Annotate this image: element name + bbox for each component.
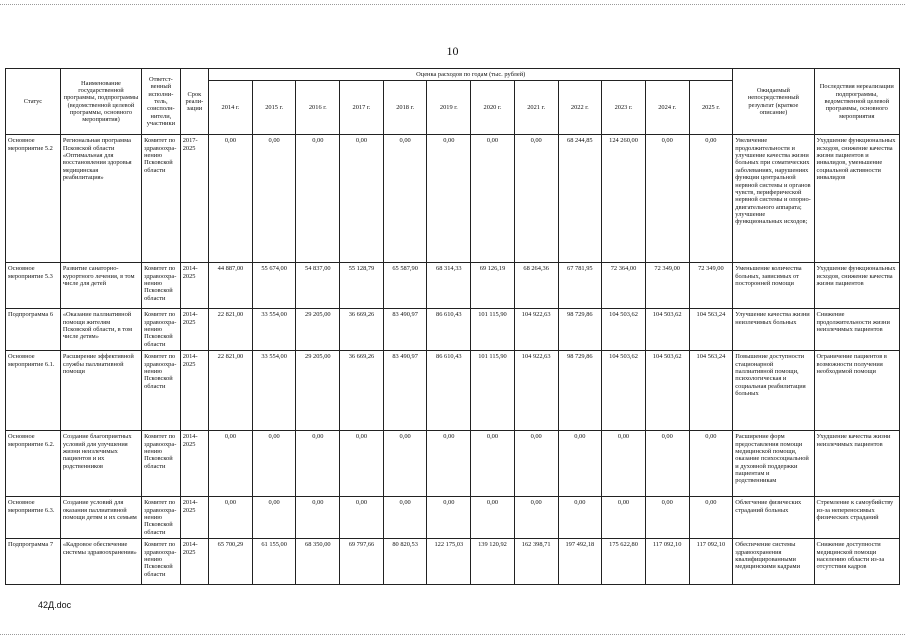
cell-expense-value: 68 244,85	[558, 135, 602, 263]
header-program: Наименование государственной программы, подпрограммы (ведомственной целевой программы, основного мероприятия)	[60, 69, 141, 135]
cell-expense-value: 22 821,00	[209, 309, 253, 351]
cell-expense-value: 54 837,00	[296, 263, 340, 309]
header-executor: Ответст-венный исполни-тель, соисполн-нители, участники	[142, 69, 181, 135]
cell-consequences: Ухудшение качества жизни неизлечимых пациентов	[814, 431, 899, 497]
cell-expense-value: 33 554,00	[252, 309, 296, 351]
cell-expense-value: 0,00	[383, 497, 427, 539]
cell-expense-value: 55 674,00	[252, 263, 296, 309]
cell-expense-value: 0,00	[558, 431, 602, 497]
cell-expense-value: 0,00	[383, 135, 427, 263]
cell-expense-value: 0,00	[602, 497, 646, 539]
cell-expense-value: 124 260,00	[602, 135, 646, 263]
header-year: 2022 г.	[558, 81, 602, 135]
cell-executor: Комитет по здравоохра-нению Псковской области	[142, 309, 181, 351]
cell-status: Подпрограмма 6	[6, 309, 61, 351]
header-year: 2021 г.	[514, 81, 558, 135]
cell-expense-value: 69 126,19	[471, 263, 515, 309]
cell-status: Основное мероприятие 6.2.	[6, 431, 61, 497]
cell-expense-value: 175 622,80	[602, 539, 646, 585]
cell-period: 2014-2025	[180, 539, 208, 585]
header-year: 2020 г.	[471, 81, 515, 135]
cell-expense-value: 162 398,71	[514, 539, 558, 585]
header-result: Ожидаемый непосредственный результат (краткое описание)	[733, 69, 814, 135]
cell-program: «Кадровое обеспечение системы здравоохранения»	[60, 539, 141, 585]
cell-expense-value: 98 729,86	[558, 309, 602, 351]
cell-expense-value: 0,00	[514, 497, 558, 539]
cell-period: 2017-2025	[180, 135, 208, 263]
cell-consequences: Ограничение пациентов в возможности получения необходимой помощи	[814, 351, 899, 431]
header-year: 2014 г.	[209, 81, 253, 135]
cell-expense-value: 0,00	[514, 431, 558, 497]
cell-result: Обеспечение системы здравоохранения квалифицированными медицинскими кадрами	[733, 539, 814, 585]
cell-result: Улучшение качества жизни неизлечимых больных	[733, 309, 814, 351]
cell-expense-value: 101 115,90	[471, 309, 515, 351]
cell-expense-value: 0,00	[340, 135, 384, 263]
table-row	[6, 351, 900, 431]
cell-expense-value: 104 503,62	[602, 309, 646, 351]
cell-expense-value: 0,00	[514, 135, 558, 263]
header-period: Срок реали-зации	[180, 69, 208, 135]
header-year: 2015 г.	[252, 81, 296, 135]
header-year: 2019 г.	[427, 81, 471, 135]
cell-program: Создание благоприятных условий для улучшения жизни неизлечимых пациентов и их родственников	[60, 431, 141, 497]
cell-expense-value: 104 922,63	[514, 309, 558, 351]
cell-expense-value: 72 349,00	[645, 263, 689, 309]
cell-expense-value: 36 669,26	[340, 351, 384, 431]
cell-expense-value: 86 610,43	[427, 309, 471, 351]
cell-expense-value: 0,00	[340, 497, 384, 539]
cell-program: Расширение эффективной службы паллиативной помощи	[60, 351, 141, 431]
cell-expense-value: 122 175,03	[427, 539, 471, 585]
cell-consequences: Стремление к самоубийству из-за непереносимых физических страданий	[814, 497, 899, 539]
cell-executor: Комитет по здравоохра-нению Псковской области	[142, 135, 181, 263]
cell-result: Уменьшение количества больных, зависимых от посторонней помощи	[733, 263, 814, 309]
cell-expense-value: 0,00	[383, 431, 427, 497]
cell-expense-value: 72 364,00	[602, 263, 646, 309]
header-status: Статус	[6, 69, 61, 135]
cell-expense-value: 55 128,79	[340, 263, 384, 309]
cell-expense-value: 197 492,18	[558, 539, 602, 585]
cell-expense-value: 68 264,36	[514, 263, 558, 309]
cell-consequences: Снижение продолжительности жизни неизлечимых пациентов	[814, 309, 899, 351]
cell-expense-value: 44 887,00	[209, 263, 253, 309]
cell-expense-value: 104 563,24	[689, 309, 733, 351]
cell-expense-value: 0,00	[471, 431, 515, 497]
cell-result: Увеличение продолжительности и улучшение качества жизни больных при соматических заболеваниях, нарушениях функции центральной нервной системы и органов чувств, периферической нервной системы и опорно-двигательного аппарата; улучшение функциональных исходов;	[733, 135, 814, 263]
bottom-edge-dots	[0, 634, 905, 636]
table-row	[6, 263, 900, 309]
cell-expense-value: 22 821,00	[209, 351, 253, 431]
header-expenses-group: Оценка расходов по годам (тыс. рублей)	[209, 69, 733, 81]
cell-expense-value: 0,00	[252, 431, 296, 497]
table-body	[6, 135, 900, 585]
cell-program: Развитие санаторно-курортного лечения, в том числе для детей	[60, 263, 141, 309]
cell-expense-value: 67 781,95	[558, 263, 602, 309]
cell-expense-value: 0,00	[471, 497, 515, 539]
cell-executor: Комитет по здравоохра-нению Псковской области	[142, 351, 181, 431]
cell-program: Создание условий для оказания паллиативной помощи детям и их семьям	[60, 497, 141, 539]
cell-expense-value: 104 922,63	[514, 351, 558, 431]
cell-result: Облегчение физических страданий больных	[733, 497, 814, 539]
cell-expense-value: 104 503,62	[645, 351, 689, 431]
cell-expense-value: 0,00	[471, 135, 515, 263]
cell-status: Основное мероприятие 6.1.	[6, 351, 61, 431]
cell-expense-value: 0,00	[602, 431, 646, 497]
cell-expense-value: 68 350,00	[296, 539, 340, 585]
header-year: 2023 г.	[602, 81, 646, 135]
cell-expense-value: 0,00	[427, 497, 471, 539]
header-consequences: Последствия нереализации подпрограммы, ведомственной целевой программы, основного мероприятия	[814, 69, 899, 135]
cell-expense-value: 65 700,29	[209, 539, 253, 585]
cell-status: Подпрограмма 7	[6, 539, 61, 585]
cell-expense-value: 0,00	[427, 431, 471, 497]
cell-period: 2014-2025	[180, 263, 208, 309]
cell-expense-value: 69 797,66	[340, 539, 384, 585]
cell-executor: Комитет по здравоохра-нению Псковской области	[142, 263, 181, 309]
cell-result: Расширение форм предоставления помощи медицинской помощи, оказание психосоциальной и духовной поддержки пациентам и родственникам	[733, 431, 814, 497]
cell-period: 2014-2025	[180, 309, 208, 351]
cell-expense-value: 104 503,62	[645, 309, 689, 351]
table-row	[6, 309, 900, 351]
cell-expense-value: 83 490,97	[383, 309, 427, 351]
cell-expense-value: 65 587,90	[383, 263, 427, 309]
cell-expense-value: 0,00	[252, 135, 296, 263]
cell-expense-value: 33 554,00	[252, 351, 296, 431]
cell-expense-value: 0,00	[296, 431, 340, 497]
page-number: 10	[446, 44, 459, 58]
cell-expense-value: 0,00	[689, 135, 733, 263]
cell-expense-value: 80 820,53	[383, 539, 427, 585]
cell-expense-value: 68 314,33	[427, 263, 471, 309]
cell-expense-value: 0,00	[209, 135, 253, 263]
header-year: 2025 г.	[689, 81, 733, 135]
cell-expense-value: 86 610,43	[427, 351, 471, 431]
cell-expense-value: 0,00	[296, 135, 340, 263]
cell-expense-value: 104 503,62	[602, 351, 646, 431]
cell-consequences: Ухудшение функциональных исходов, снижение качества жизни пациентов и инвалидов, уменьшение социальной активности инвалидов	[814, 135, 899, 263]
header-year: 2024 г.	[645, 81, 689, 135]
table-row	[6, 497, 900, 539]
cell-expense-value: 0,00	[645, 135, 689, 263]
cell-period: 2014-2025	[180, 497, 208, 539]
cell-expense-value: 104 563,24	[689, 351, 733, 431]
cell-expense-value: 0,00	[252, 497, 296, 539]
cell-expense-value: 36 669,26	[340, 309, 384, 351]
cell-expense-value: 0,00	[296, 497, 340, 539]
cell-expense-value: 0,00	[645, 497, 689, 539]
cell-consequences: Ухудшение функциональных исходов, снижение качества жизни пациентов	[814, 263, 899, 309]
cell-program: Региональная программа Псковской области «Оптимальная для восстановления здоровья медицинская реабилитация»	[60, 135, 141, 263]
table-row	[6, 431, 900, 497]
cell-expense-value: 0,00	[340, 431, 384, 497]
header-year: 2016 г.	[296, 81, 340, 135]
cell-program: «Оказание паллиативной помощи жителям Псковской области, в том числе детям»	[60, 309, 141, 351]
expenses-table	[5, 68, 900, 585]
cell-expense-value: 29 205,00	[296, 309, 340, 351]
cell-expense-value: 0,00	[558, 497, 602, 539]
cell-expense-value: 0,00	[427, 135, 471, 263]
cell-executor: Комитет по здравоохра-нению Псковской области	[142, 497, 181, 539]
cell-expense-value: 98 729,86	[558, 351, 602, 431]
table-row	[6, 539, 900, 585]
header-year: 2017 г.	[340, 81, 384, 135]
cell-expense-value: 72 349,00	[689, 263, 733, 309]
cell-result: Повышение доступности стационарной паллиативной помощи, психологическая и социальная реабилитация больных	[733, 351, 814, 431]
cell-expense-value: 0,00	[645, 431, 689, 497]
cell-status: Основное мероприятие 5.3	[6, 263, 61, 309]
table-row	[6, 135, 900, 263]
cell-executor: Комитет по здравоохра-нению Псковской области	[142, 431, 181, 497]
cell-expense-value: 83 490,97	[383, 351, 427, 431]
cell-expense-value: 0,00	[209, 431, 253, 497]
cell-expense-value: 139 120,92	[471, 539, 515, 585]
cell-expense-value: 29 205,00	[296, 351, 340, 431]
top-edge-dots	[0, 4, 905, 6]
cell-status: Основное мероприятие 5.2	[6, 135, 61, 263]
header-year: 2018 г.	[383, 81, 427, 135]
cell-expense-value: 117 092,10	[645, 539, 689, 585]
cell-expense-value: 61 155,00	[252, 539, 296, 585]
cell-period: 2014-2025	[180, 431, 208, 497]
cell-expense-value: 0,00	[209, 497, 253, 539]
cell-period: 2014-2025	[180, 351, 208, 431]
cell-expense-value: 0,00	[689, 431, 733, 497]
cell-consequences: Снижение доступности медицинской помощи населению области из-за отсутствия кадров	[814, 539, 899, 585]
cell-expense-value: 0,00	[689, 497, 733, 539]
cell-status: Основное мероприятие 6.3.	[6, 497, 61, 539]
cell-expense-value: 101 115,90	[471, 351, 515, 431]
footer-filename: 42Д.doc	[38, 600, 72, 610]
cell-executor: Комитет по здравоохра-нению Псковской области	[142, 539, 181, 585]
cell-expense-value: 117 092,10	[689, 539, 733, 585]
